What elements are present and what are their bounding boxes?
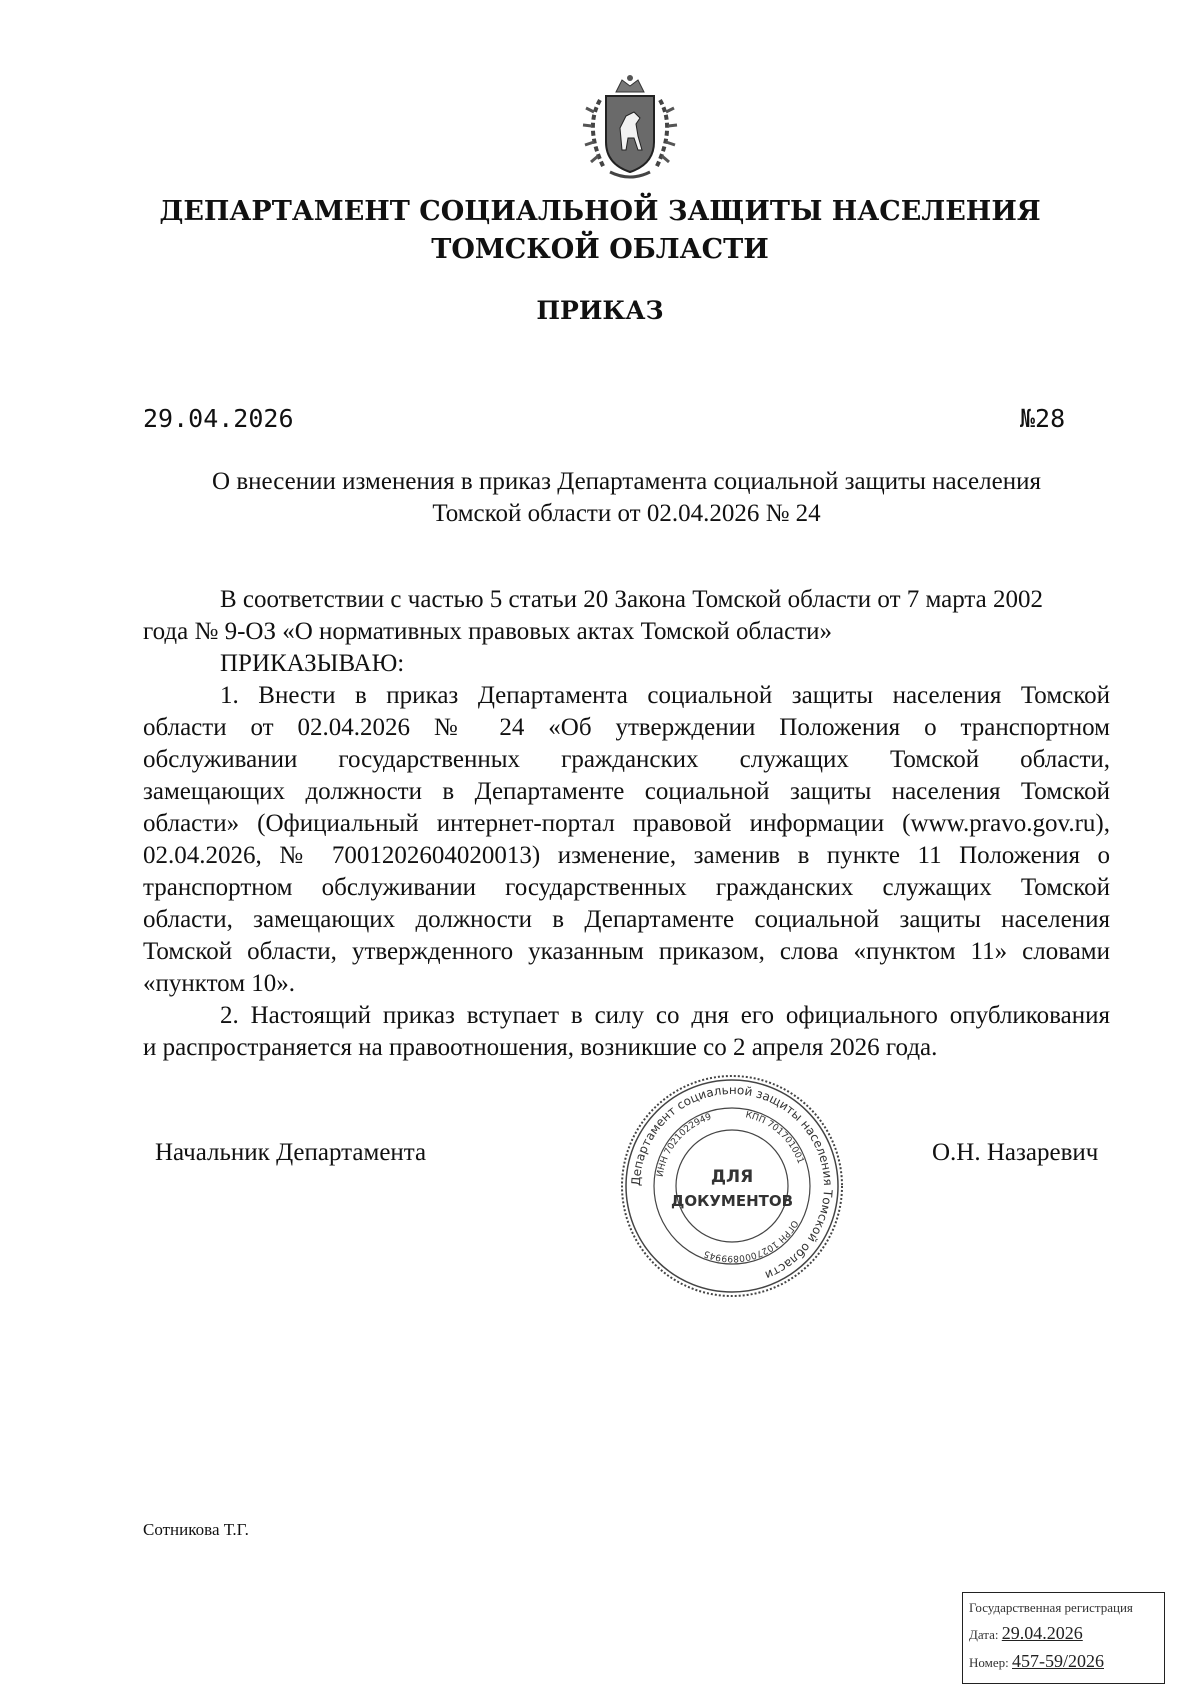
registration-number-value: 457-59/2026 — [1012, 1651, 1104, 1671]
document-type-title: ПРИКАЗ — [536, 296, 664, 325]
department-name-line1: ДЕПАРТАМЕНТ СОЦИАЛЬНОЙ ЗАЩИТЫ НАСЕЛЕНИЯ — [159, 196, 1041, 227]
order-word: ПРИКАЗЫВАЮ: — [220, 650, 405, 677]
p1-line: «пунктом 10». — [143, 970, 296, 997]
registration-box — [962, 1592, 1165, 1684]
intro-line1: В соответствии с частью 5 статьи 20 Закона Томской области от 7 марта 2002 — [220, 586, 1043, 613]
order-number: №28 — [1020, 404, 1066, 433]
executor-name: Сотникова Т.Г. — [143, 1520, 249, 1539]
p1-line: Томской области, утвержденного указанным приказом, слова «пунктом 11» словами — [143, 938, 1110, 965]
signature-name: О.Н. Назаревич — [932, 1139, 1099, 1166]
department-name-line2: ТОМСКОЙ ОБЛАСТИ — [431, 234, 769, 265]
registration-caption: Государственная регистрация — [969, 1600, 1133, 1615]
order-body — [143, 584, 1110, 1064]
stamp-inn: ИНН 7021022949 — [655, 1112, 713, 1178]
registration-number-row — [969, 1651, 1104, 1672]
subject-line1: О внесении изменения в приказ Департамента социальной защиты населения — [212, 468, 1041, 495]
intro-line2: года № 9-ОЗ «О нормативных правовых актах Томской области» — [143, 618, 833, 645]
coat-of-arms-emblem — [570, 72, 690, 184]
p1-line: транспортном обслуживании государственных гражданских служащих Томской — [143, 874, 1110, 901]
registration-date-row — [969, 1623, 1083, 1644]
stamp-kpp: КПП 701701001 — [744, 1110, 806, 1166]
p1-line: области от 02.04.2026 № 24 «Об утверждении Положения о транспортном — [143, 714, 1110, 741]
registration-date-value: 29.04.2026 — [1001, 1623, 1083, 1643]
signature-position: Начальник Департамента — [155, 1139, 427, 1166]
official-seal-stamp — [618, 1072, 846, 1300]
registration-date-label: Дата: — [969, 1627, 999, 1642]
p1-line: замещающих должности в Департаменте социальной защиты населения Томской — [143, 778, 1110, 805]
p1-line: области, замещающих должности в Департаменте социальной защиты населения — [143, 906, 1110, 933]
order-subject — [143, 466, 1110, 530]
stamp-ogrn: ОГРН 1027000899945 — [702, 1218, 800, 1264]
p1-line: области» (Официальный интернет-портал правовой информации (www.pravo.gov.ru), — [143, 810, 1110, 837]
subject-line2: Томской области от 02.04.2026 № 24 — [432, 500, 821, 527]
p2-line: 2. Настоящий приказ вступает в силу со дня его официального опубликования — [220, 1002, 1110, 1029]
p1-line: обслуживании государственных гражданских служащих Томской области, — [143, 746, 1110, 773]
stamp-outer-text: Департамент социальной защиты населения Томской области — [628, 1082, 836, 1283]
registration-number-label: Номер: — [969, 1655, 1009, 1670]
p1-line: 1. Внести в приказ Департамента социальной защиты населения Томской — [220, 682, 1110, 709]
p1-line: 02.04.2026, № 7001202604020013) изменение, заменив в пункте 11 Положения о — [143, 842, 1110, 869]
p2-line: и распространяется на правоотношения, возникшие со 2 апреля 2026 года. — [143, 1034, 938, 1061]
stamp-center-line1: ДЛЯ — [710, 1167, 754, 1187]
stamp-center-line2: ДОКУМЕНТОВ — [670, 1192, 794, 1210]
order-date: 29.04.2026 — [143, 404, 294, 433]
